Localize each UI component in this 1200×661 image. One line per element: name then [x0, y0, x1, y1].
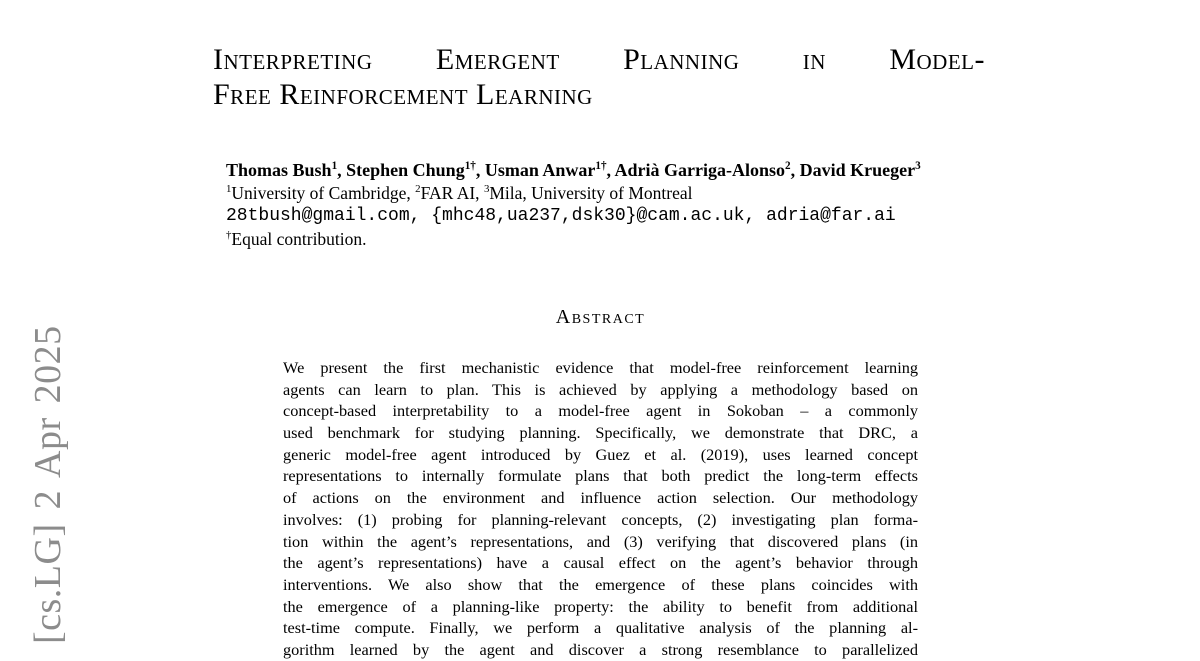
abstract-line: used benchmark for studying planning. Specifically, we demonstrate that DRC, a: [283, 423, 918, 443]
abstract-line: involves: (1) probing for planning-relevant concepts, (2) investigating plan forma-: [283, 509, 918, 529]
author-block: [226, 158, 1026, 251]
abstract-line: of actions on the environment and influence action selection. Our methodology: [283, 488, 918, 508]
abstract-line: test-time compute. Finally, we perform a qualitative analysis of the planning al-: [283, 618, 918, 638]
paper-title-line-2: Free Reinforcement Learning: [213, 78, 593, 111]
abstract-line: tion within the agent’s representations, and (3) verifying that discovered plans (in: [283, 531, 918, 551]
abstract-line: the agent’s representations) have a causal effect on the agent’s behavior through: [283, 553, 918, 573]
paper-title: [213, 42, 985, 112]
author-names: Thomas Bush$^1$, Stephen Chung$^{1\dagger}$, Usman Anwar$^{1\dagger}$, Adrià Garriga-Alonso$^2$, David Krueger$^3$: [226, 160, 921, 180]
author-affiliations: $^1$University of Cambridge, $^2$FAR AI, $^3$Mila, University of Montreal: [226, 183, 693, 203]
abstract-line: concept-based interpretability to a model-free agent in Sokoban – a commonly: [283, 401, 918, 421]
abstract-line: generic model-free agent introduced by Guez et al. (2019), uses learned concept: [283, 444, 918, 464]
author-emails: 28tbush@gmail.com, {mhc48,ua237,dsk30}@cam.ac.uk, adria@far.ai: [226, 206, 896, 226]
abstract-line: interventions. We also show that the emergence of these plans coincides with: [283, 574, 918, 594]
abstract-line: representations to internally formulate plans that both predict the long-term effects: [283, 466, 918, 486]
equal-contribution-note: †Equal contribution.: [226, 229, 367, 249]
abstract-line: the emergence of a planning-like property: the ability to benefit from additional: [283, 596, 918, 616]
arxiv-category-date-watermark: [cs.LG] 2 Apr 2025: [27, 325, 69, 644]
abstract-text: [283, 357, 918, 661]
abstract-line: gorithm learned by the agent and discover a strong resemblance to parallelized: [283, 639, 918, 659]
abstract-line: We present the first mechanistic evidence that model-free reinforcement learning: [283, 358, 918, 377]
abstract-line: agents can learn to plan. This is achieved by applying a methodology based on: [283, 379, 918, 399]
paper-title-line-1: Interpreting Emergent Planning in Model-: [213, 43, 985, 76]
abstract-heading: Abstract: [555, 306, 646, 328]
